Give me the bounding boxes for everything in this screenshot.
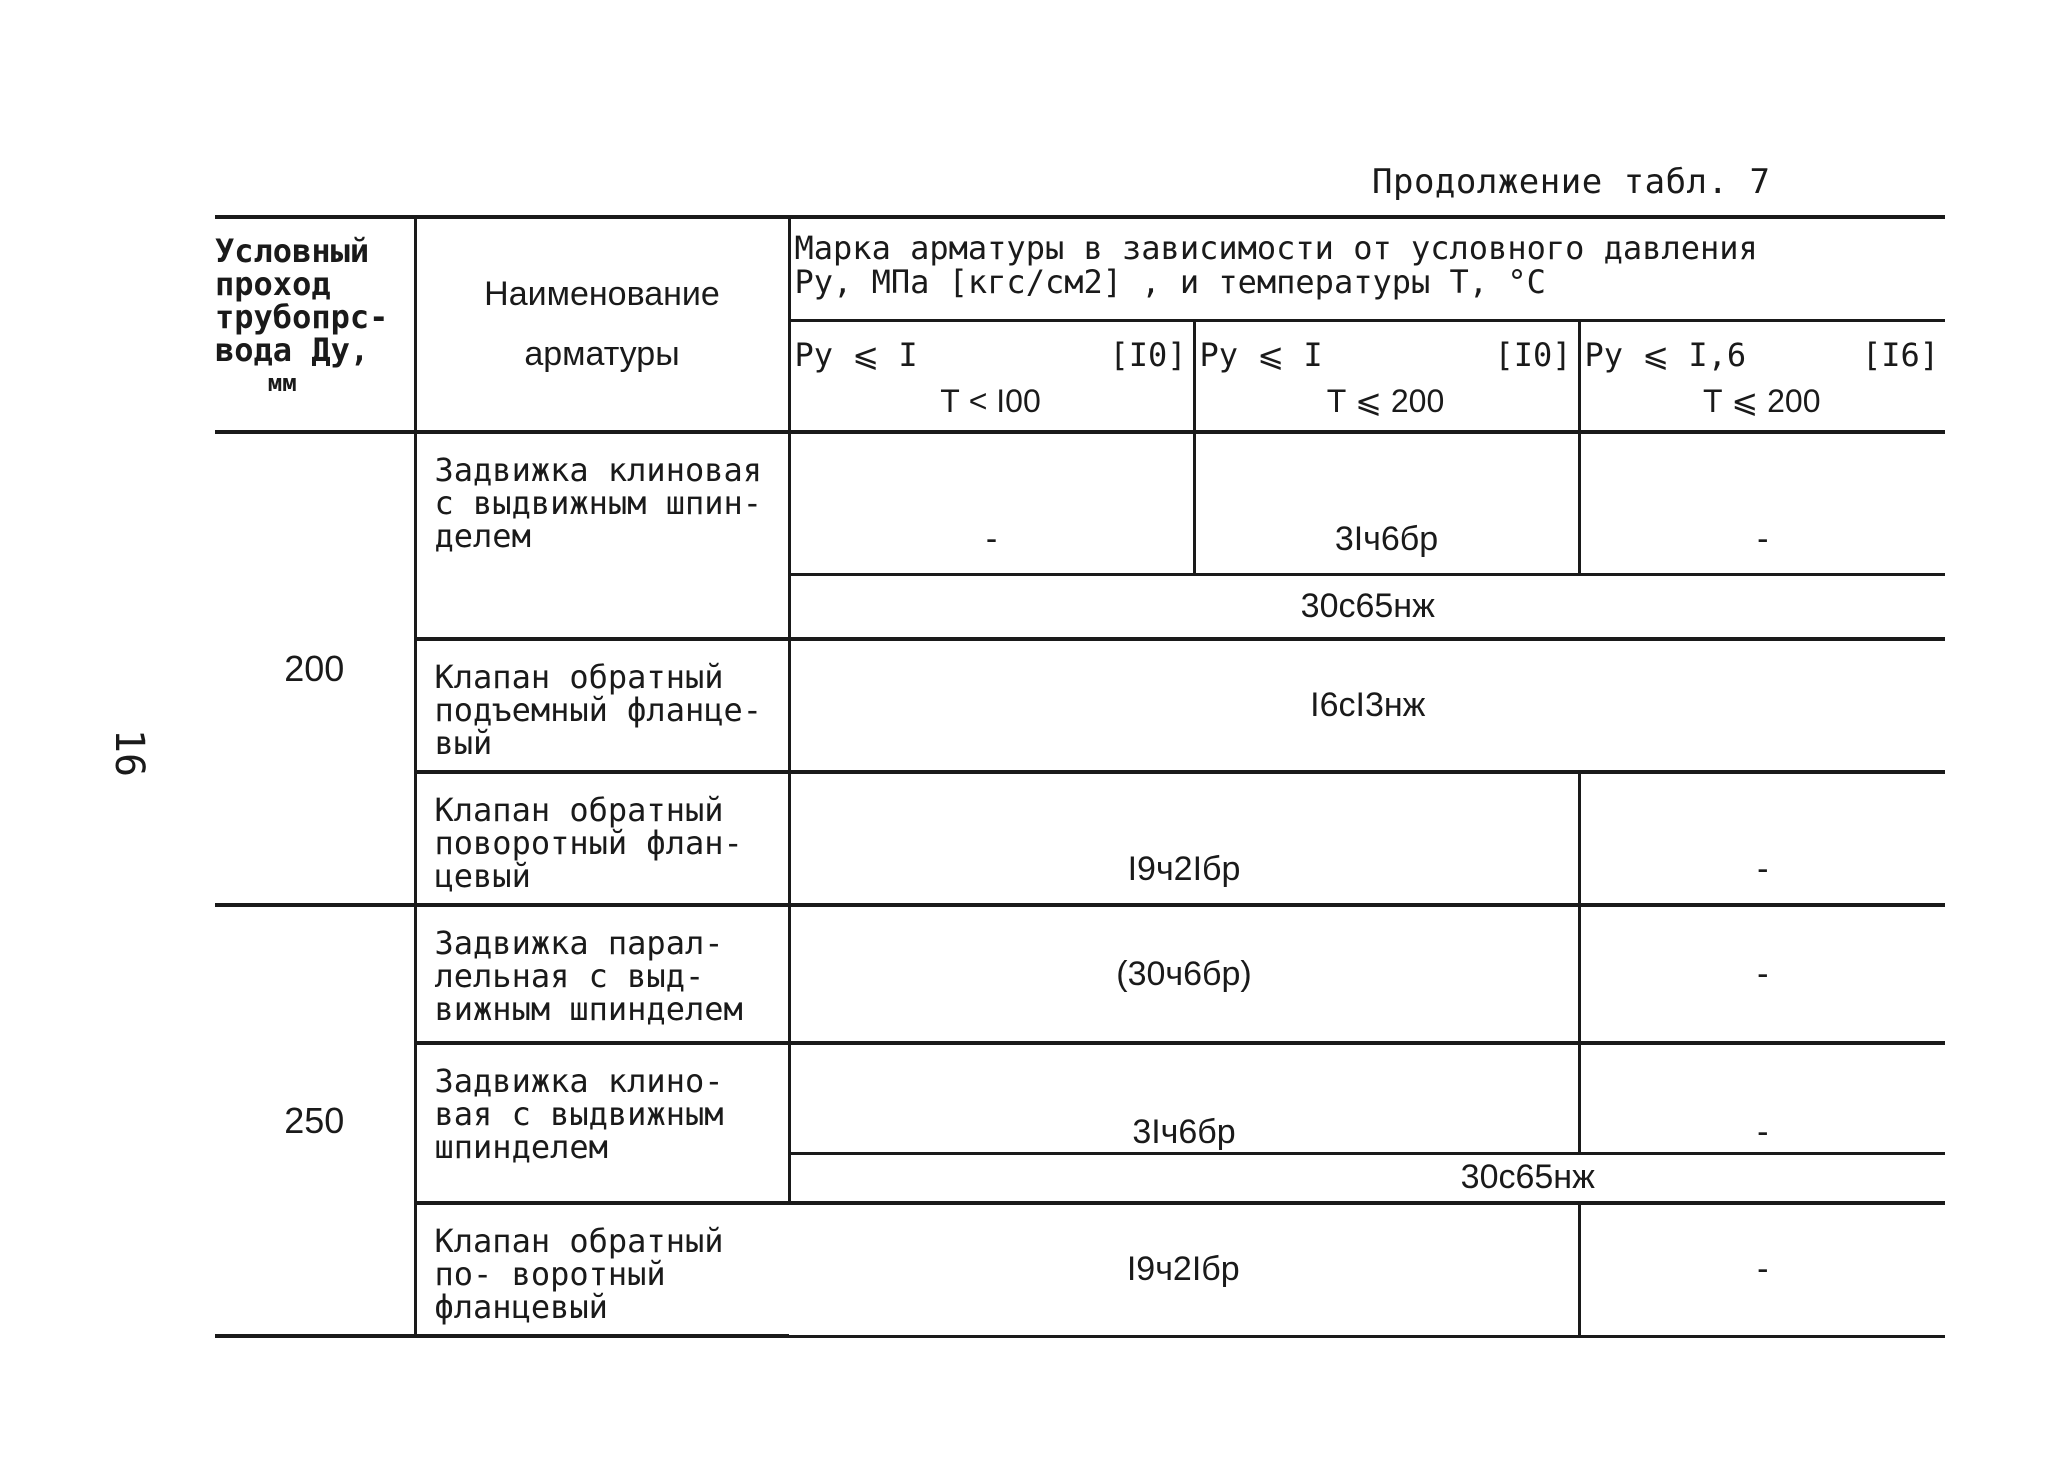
table-row — [215, 772, 1945, 905]
subheader-col3 — [1579, 321, 1945, 433]
value-cell: 3Iч6бр — [1194, 432, 1579, 574]
sub2-temp: Т ⩽ 200 — [1326, 383, 1445, 419]
value-cell: I9ч2Iбр — [789, 772, 1579, 905]
sub3-pressure: Ру ⩽ I,6 — [1584, 336, 1747, 374]
header-dn — [215, 217, 415, 432]
value-cell: - — [1579, 772, 1945, 905]
value-cell-span: I6сI3нж — [789, 639, 1945, 772]
subheader-col2 — [1194, 321, 1579, 433]
value-cell: - — [1579, 1043, 1945, 1153]
table-row — [215, 639, 1945, 772]
header-mark — [789, 217, 1945, 321]
sub2-pressure: Ру ⩽ I — [1199, 336, 1323, 374]
value-cell-span: 30с65нж — [789, 1153, 1945, 1203]
header-row — [215, 217, 1945, 321]
fitting-name: Клапан обратный поворотный флан- цевый — [415, 772, 789, 905]
table-row — [215, 905, 1945, 1043]
sub2-kgf: [I0] — [1494, 336, 1572, 374]
header-dn-unit: мм — [267, 369, 297, 397]
subheader-col1 — [789, 321, 1194, 433]
value-cell: 3Iч6бр — [789, 1043, 1579, 1153]
value-cell: - — [1579, 1203, 1945, 1336]
header-name: Наименование арматуры — [415, 217, 789, 432]
table-row — [215, 432, 1945, 574]
header-mark-line1: Марка арматуры в зависимости от условного давления — [794, 229, 1758, 267]
value-cell: - — [1579, 432, 1945, 574]
value-cell: - — [1579, 905, 1945, 1043]
fitting-name: Задвижка парал- лельная с выд- вижным шпинделем — [415, 905, 789, 1043]
value-cell: - — [789, 432, 1194, 574]
sub3-kgf: [I6] — [1861, 336, 1940, 374]
table-row — [215, 1203, 1945, 1336]
fitting-name: Задвижка клиновая с выдвижным шпин- делем — [415, 432, 789, 639]
fittings-table — [215, 215, 1945, 1338]
value-cell: (30ч6бр) — [789, 905, 1579, 1043]
dn-value: 200 — [215, 432, 415, 905]
sub1-temp: Т < I00 — [940, 383, 1041, 419]
dn-value: 250 — [215, 905, 415, 1336]
page-number: 16 — [106, 728, 153, 778]
header-dn-label: Условный проход трубопрс- вода Ду, — [215, 232, 389, 369]
table-row — [215, 1043, 1945, 1153]
sub1-pressure: Ру ⩽ I — [794, 336, 918, 374]
value-cell: I9ч2Iбр — [789, 1203, 1579, 1336]
sub3-temp: Т ⩽ 200 — [1702, 383, 1821, 419]
fitting-name: Клапан обратный подъемный фланце- вый — [415, 639, 789, 772]
fitting-name: Задвижка клино- вая с выдвижным шпинделем — [415, 1043, 789, 1203]
sub1-kgf: [I0] — [1109, 336, 1187, 374]
header-mark-line2: Ру, МПа [кгс/см2] , и температуры Т, °С — [794, 263, 1546, 301]
table-caption: Продолжение табл. 7 — [1372, 162, 1771, 202]
fitting-name: Клапан обратный по- воротный фланцевый — [415, 1203, 789, 1336]
value-cell-span: 30с65нж — [789, 574, 1945, 639]
